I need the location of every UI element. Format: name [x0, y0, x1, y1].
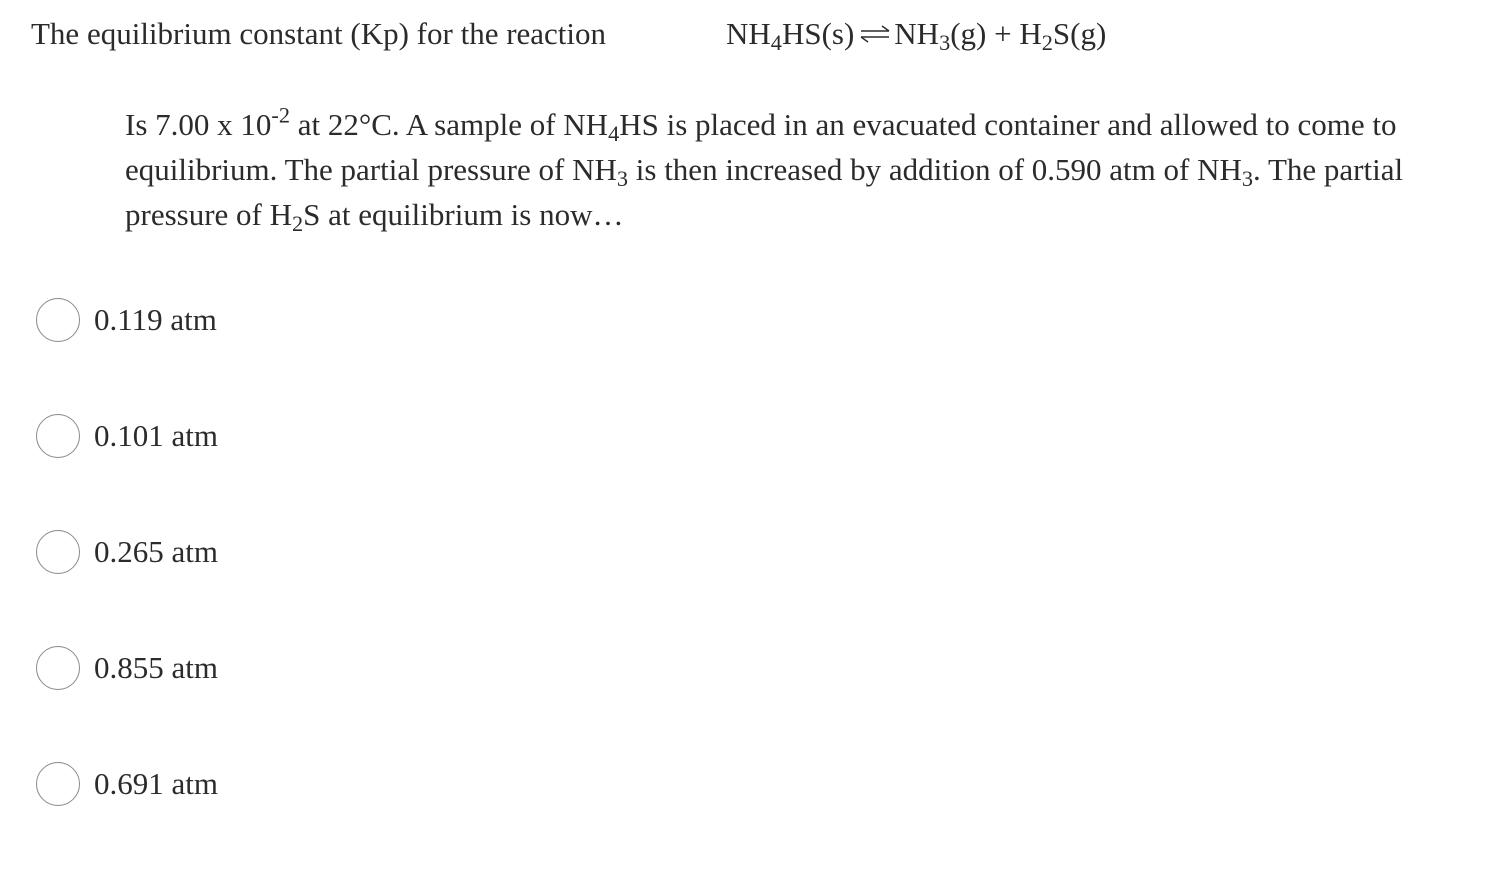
equilibrium-arrow-icon [858, 14, 892, 54]
answer-option-1[interactable] [36, 296, 217, 344]
radio-button-2[interactable] [36, 414, 80, 458]
answer-option-2[interactable] [36, 412, 218, 460]
radio-button-5[interactable] [36, 762, 80, 806]
stem-subscript-3b: 3 [1241, 166, 1254, 192]
answer-option-4-label: 0.855 atm [94, 650, 218, 685]
equation-reactant-a-subscript: 4 [770, 30, 782, 56]
equation-product-1-state: (g) + H [950, 16, 1042, 51]
radio-button-1[interactable] [36, 298, 80, 342]
stem-subscript-2: 2 [292, 211, 304, 237]
question-stem [125, 102, 1465, 237]
stem-part-5: . The partial pressure of H [125, 152, 1404, 232]
equation-product-1: NH [894, 16, 940, 51]
question-header-text: The equilibrium constant (Kp) for the reaction [31, 16, 607, 51]
answer-option-5[interactable] [36, 760, 218, 808]
stem-subscript-4: 4 [608, 121, 620, 147]
stem-part-2: at 22°C. A sample of NH [289, 107, 609, 142]
equation-product-2-subscript: 2 [1041, 30, 1053, 56]
answer-option-3[interactable] [36, 528, 218, 576]
equation-product-1-subscript: 3 [939, 30, 951, 56]
stem-part-1: Is 7.00 x 10 [125, 107, 272, 142]
reaction-equation [726, 14, 1106, 54]
stem-part-6: S at equilibrium is now… [303, 197, 624, 232]
equation-product-2-state: S(g) [1052, 16, 1107, 51]
stem-part-3: HS is placed in an evacuated container and allowed to come to equilibrium. The partial pressure of NH [125, 107, 1397, 187]
answer-option-4[interactable] [36, 644, 218, 692]
answer-option-3-label: 0.265 atm [94, 534, 218, 569]
answer-option-2-label: 0.101 atm [94, 418, 218, 453]
stem-subscript-3a: 3 [616, 166, 629, 192]
equation-reactant-b: HS(s) [781, 16, 855, 51]
stem-exponent: -2 [271, 102, 290, 128]
radio-button-3[interactable] [36, 530, 80, 574]
radio-button-4[interactable] [36, 646, 80, 690]
answer-option-5-label: 0.691 atm [94, 766, 218, 801]
stem-part-4: is then increased by addition of 0.590 atm of NH [628, 152, 1242, 187]
answer-option-1-label: 0.119 atm [94, 302, 217, 337]
equation-reactant-a: NH [726, 16, 771, 51]
